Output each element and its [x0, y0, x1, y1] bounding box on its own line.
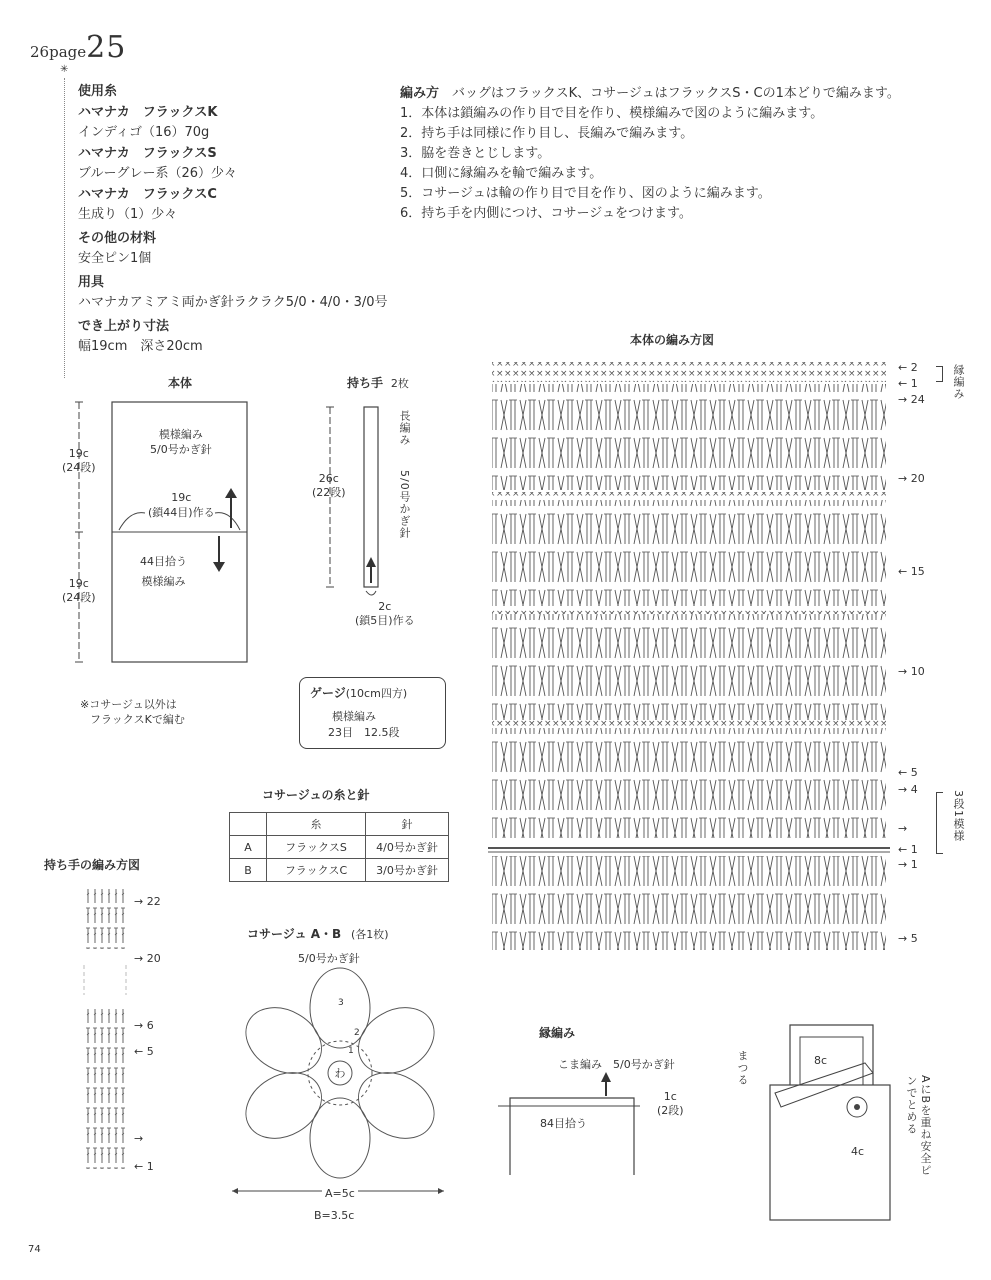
yarn-detail: ブルーグレー系（26）少々: [78, 166, 238, 181]
row-label: → 4: [898, 783, 918, 796]
body-width-chain: (鎖44目)作る: [148, 506, 215, 519]
body-h-bottom-rows: (24段): [62, 591, 96, 604]
body-height-bottom: [62, 577, 96, 605]
other-title: その他の材料: [78, 230, 157, 246]
edge-label: 縁編み: [952, 364, 965, 400]
handle-stitch: 長編み: [398, 410, 411, 446]
corsage-chart: [232, 965, 447, 1180]
edge-height-label: [657, 1090, 684, 1118]
corsage-hook: 5/0号かぎ針: [298, 952, 360, 965]
size-title: でき上がり寸法: [78, 318, 170, 334]
table-cell: フラックスS: [267, 836, 366, 859]
handle-title: 持ち手: [347, 376, 384, 390]
body-pickup: 44目拾う: [140, 555, 187, 568]
instructions-block: [400, 84, 985, 224]
materials-divider: [64, 78, 65, 378]
round-mark: 1: [348, 1046, 354, 1056]
row-label: ← 5: [898, 766, 918, 779]
row-label: →: [898, 822, 908, 835]
yarn-name: ハマナカ フラックスK: [78, 104, 218, 120]
instruction-step: 3．脇を巻きとじします。: [400, 146, 551, 161]
gauge-values: 23目 12.5段: [328, 726, 400, 739]
finishing-diagram: [745, 1015, 905, 1225]
edge-stitch: こま編み: [558, 1058, 602, 1071]
yarn-detail: 生成り（1）少々: [78, 207, 178, 222]
handle-width: 2c: [378, 600, 392, 613]
body-pattern2: 模様編み: [141, 575, 186, 588]
edge-pickup: 84目拾う: [540, 1117, 587, 1130]
table-cell: A: [230, 836, 267, 859]
instruction-step: 4．口側に縁編みを輪で編みます。: [400, 166, 603, 181]
repeat-label: 3段1模様: [952, 790, 965, 842]
finish-handle-gap: 8c: [814, 1054, 828, 1067]
row-label: ← 2: [898, 361, 918, 374]
handle-length: 26c: [318, 472, 339, 485]
page-footer-number: 74: [28, 1244, 41, 1255]
edge-hook: 5/0号かぎ針: [613, 1058, 675, 1071]
table-cell: 3/0号かぎ針: [366, 859, 449, 882]
body-h-top-rows: (24段): [62, 461, 96, 474]
body-height-top: [62, 447, 96, 475]
handle-length-label: [312, 472, 346, 500]
page-header: [30, 30, 126, 65]
body-note-line: フラックスKで編む: [90, 713, 185, 726]
yarn-detail: インディゴ（16）70g: [78, 125, 210, 140]
body-width: 19c: [171, 491, 192, 504]
main-chart-right-labels: [898, 360, 925, 408]
handle-hook: 5/0号かぎ針: [398, 470, 411, 539]
instruction-step: 6．持ち手を内側につけ、コサージュをつけます。: [400, 206, 692, 221]
row-label: → 24: [898, 393, 925, 406]
corsage-size-b: B=3.5c: [314, 1209, 355, 1222]
table-header: [230, 813, 267, 836]
corsage-size-a: A=5c: [322, 1187, 358, 1200]
corsage-center: わ: [334, 1067, 346, 1080]
yarn-name: ハマナカ フラックスS: [78, 145, 217, 161]
handle-width-chain: (鎖5目)作る: [355, 614, 415, 627]
row-label: ← 5: [134, 1045, 154, 1058]
handle-width-label: [355, 600, 415, 628]
corsage-table: [229, 812, 449, 882]
yarn-title: 使用糸: [78, 84, 118, 99]
table-cell: フラックスC: [267, 859, 366, 882]
table-header: 針: [366, 813, 449, 836]
tools: ハマナカアミアミ両かぎ針ラクラク5/0・4/0・3/0号: [78, 295, 388, 310]
gauge-pattern: 模様編み: [332, 710, 376, 723]
row-label: ← 1: [134, 1160, 154, 1173]
row-label: ← 1: [898, 843, 918, 856]
table-cell: 4/0号かぎ針: [366, 836, 449, 859]
handle-length-rows: (22段): [312, 486, 346, 499]
instruction-step: 2．持ち手は同様に作り目し、長編みで編みます。: [400, 126, 694, 141]
corsage-table-title: コサージュの糸と針: [262, 788, 370, 802]
instruction-step: 1．本体は鎖編みの作り目で目を作り、模様編みで図のように編みます。: [400, 106, 824, 121]
main-stitch-chart: [480, 358, 900, 958]
edge-height-rows: (2段): [657, 1104, 684, 1117]
body-hook: 5/0号かぎ針: [150, 443, 212, 456]
body-note: [80, 697, 185, 727]
tools-title: 用具: [78, 274, 105, 290]
materials-block: [78, 82, 388, 358]
body-width-label: [148, 490, 215, 520]
body-h-top: 19c: [68, 447, 89, 460]
handle-chart-title: 持ち手の編み方図: [44, 858, 141, 872]
row-label: → 6: [134, 1019, 154, 1032]
body-h-bottom: 19c: [68, 577, 89, 590]
body-top-label: [150, 427, 212, 457]
gauge-title: ゲージ: [310, 686, 346, 700]
row-label: → 20: [898, 472, 925, 485]
handle-stitch-chart: [78, 885, 134, 1185]
table-header: 糸: [267, 813, 366, 836]
table-header-row: [230, 813, 449, 836]
corsage-title-line: [247, 925, 389, 942]
handle-diagram-title: [347, 374, 409, 391]
row-label: ← 15: [898, 565, 925, 578]
table-row: [230, 836, 449, 859]
body-bottom-label: [140, 552, 187, 592]
row-label: → 20: [134, 952, 161, 965]
table-cell: B: [230, 859, 267, 882]
body-note-line: ※コサージュ以外は: [80, 698, 177, 711]
body-diagram-title: 本体: [168, 376, 193, 390]
table-row: [230, 859, 449, 882]
instructions-title: 編み方: [400, 86, 440, 101]
edge-title: 縁編み: [539, 1026, 576, 1040]
gauge-unit: (10cm四方): [345, 687, 408, 700]
edge-height: 1c: [663, 1090, 677, 1103]
corsage-count: (各1枚): [350, 928, 389, 941]
finish-pin-note: AにBを重ね安全ピンでとめる: [905, 1075, 932, 1177]
main-chart-title: 本体の編み方図: [630, 333, 715, 347]
instruction-step: 5．コサージュは輪の作り目で目を作り、図のように編みます。: [400, 186, 771, 201]
edge-bracket: [936, 366, 943, 382]
corsage-title: コサージュ A・B: [247, 927, 342, 941]
handle-count: 2枚: [390, 377, 409, 390]
page-number: 25: [86, 30, 127, 65]
sparkle-icon: ✳: [60, 64, 69, 75]
repeat-bracket: [936, 792, 943, 854]
round-mark: 2: [354, 1028, 360, 1038]
row-label: →: [134, 1132, 144, 1145]
round-mark: 3: [338, 998, 344, 1008]
row-label: → 22: [134, 895, 161, 908]
finished-size: 幅19cm 深さ20cm: [78, 339, 203, 354]
row-label: ← 1: [898, 377, 918, 390]
row-label: → 10: [898, 665, 925, 678]
gauge-box: [299, 677, 446, 749]
body-pattern: 模様編み: [158, 428, 203, 441]
yarn-name: ハマナカ フラックスC: [78, 186, 217, 202]
page-prefix: 26page: [30, 43, 87, 61]
instructions-intro: バッグはフラックスK、コサージュはフラックスS・Cの1本どりで編みます。: [452, 86, 900, 101]
other-materials: 安全ピン1個: [78, 251, 152, 266]
finish-stitch-label: まつる: [736, 1050, 749, 1086]
finish-handle-offset: 4c: [851, 1145, 865, 1158]
row-label: → 5: [898, 932, 918, 945]
row-label: → 1: [898, 858, 918, 871]
